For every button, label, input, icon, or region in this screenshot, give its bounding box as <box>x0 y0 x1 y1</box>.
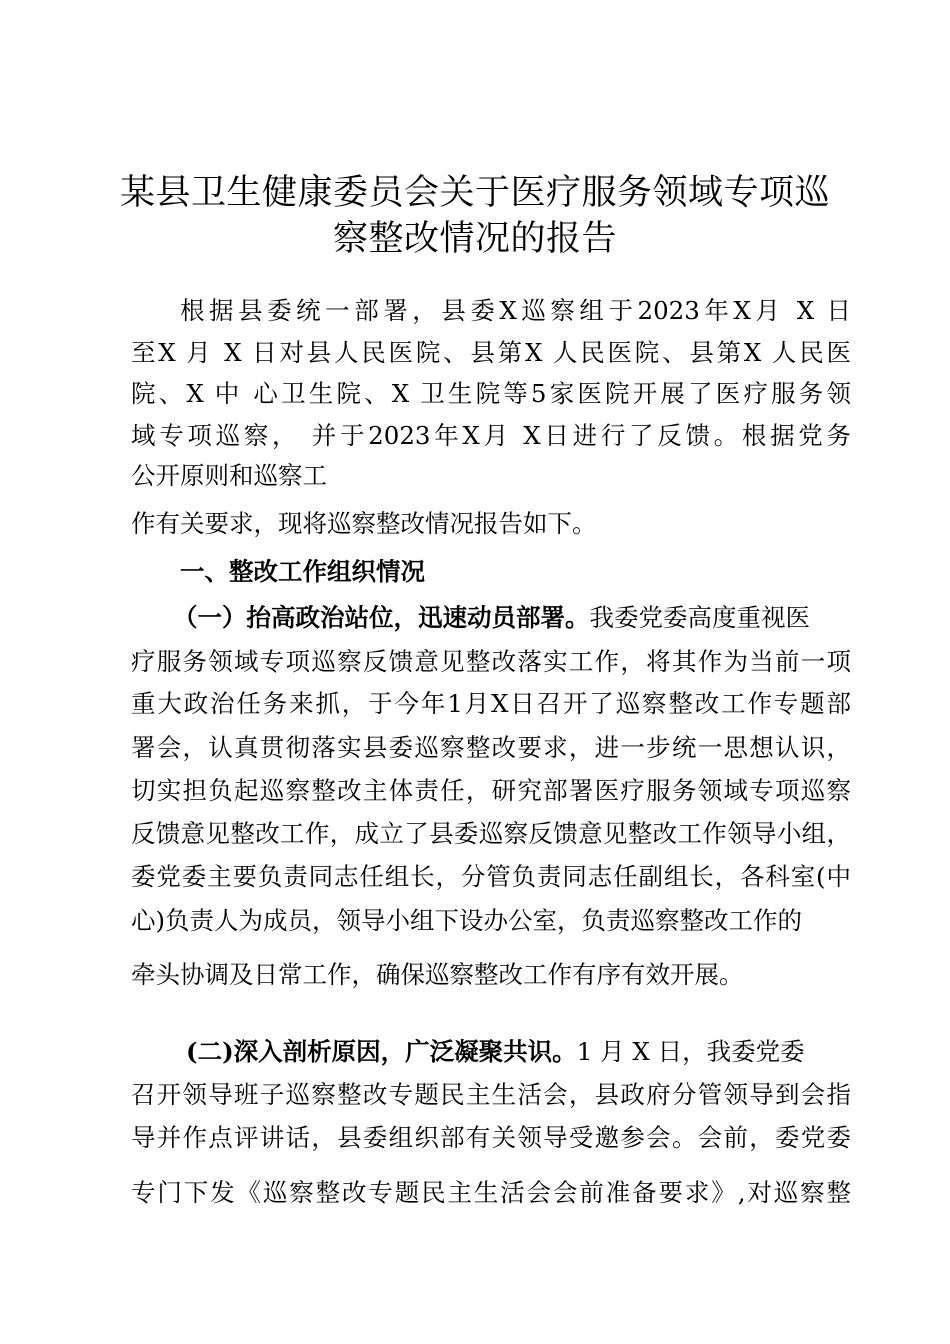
intro-line-2: 至X 月 X 日对县人民医院、县第X 人民医院、县第X 人民医 <box>131 338 851 367</box>
sub2-line-2: 召开领导班子巡察整改专题民主生活会，县政府分管领导到会指 <box>131 1080 851 1109</box>
intro-line-6: 作有关要求，现将巡察整改情况报告如下。 <box>131 509 597 538</box>
sub1-line-9: 牵头协调及日常工作，确保巡察整改工作有序有效开展。 <box>131 960 744 989</box>
sub1-line-8: 心)负责人为成员，领导小组下设办公室，负责巡察整改工作的 <box>131 906 803 935</box>
section-1-heading: 一、整改工作组织情况 <box>180 557 425 586</box>
sub1-first-line <box>173 603 851 632</box>
intro-line-5: 公开原则和巡察工 <box>131 461 327 490</box>
sub2-line-3: 导并作点评讲话，县委组织部有关领导受邀参会。会前，委党委 <box>131 1123 851 1152</box>
document-title-line-2: 察整改情况的报告 <box>332 219 617 259</box>
intro-line-4: 域专项巡察， 并于2023年X月 X日进行了反馈。根据党务 <box>131 421 851 450</box>
sub1-line-5: 切实担负起巡察整改主体责任，研究部署医疗服务领域专项巡察 <box>131 776 851 805</box>
sub1-line-2: 疗服务领域专项巡察反馈意见整改落实工作，将其作为当前一项 <box>131 647 851 676</box>
sub2-first-line <box>186 1037 851 1066</box>
sub1-heading: （一）抬高政治站位，迅速动员部署。 <box>173 603 590 632</box>
sub1-line-3: 重大政治任务来抓，于今年1月X日召开了巡察整改工作专题部 <box>131 689 851 718</box>
sub2-first-rest: 1 月 X 日，我委党委 <box>576 1037 805 1066</box>
document-title-line-1: 某县卫生健康委员会关于医疗服务领域专项巡 <box>119 173 830 213</box>
intro-line-1: 根据县委统一部署，县委X巡察组于2023年X月 X 日 <box>180 296 851 325</box>
sub1-line-6: 反馈意见整改工作，成立了县委巡察反馈意见整改工作领导小组， <box>131 819 851 848</box>
sub1-first-rest: 我委党委高度重视医 <box>589 603 810 632</box>
sub1-line-7: 委党委主要负责同志任组长，分管负责同志任副组长，各科室(中 <box>131 862 851 891</box>
sub2-line-4: 专门下发《巡察整改专题民主生活会会前准备要求》,对巡察整 <box>131 1178 851 1207</box>
intro-line-3: 院、X 中 心卫生院、X 卫生院等5家医院开展了医疗服务领 <box>131 379 851 408</box>
sub2-heading: (二)深入剖析原因，广泛凝聚共识。 <box>186 1037 577 1066</box>
sub1-line-4: 署会，认真贯彻落实县委巡察整改要求，进一步统一思想认识， <box>131 733 851 762</box>
